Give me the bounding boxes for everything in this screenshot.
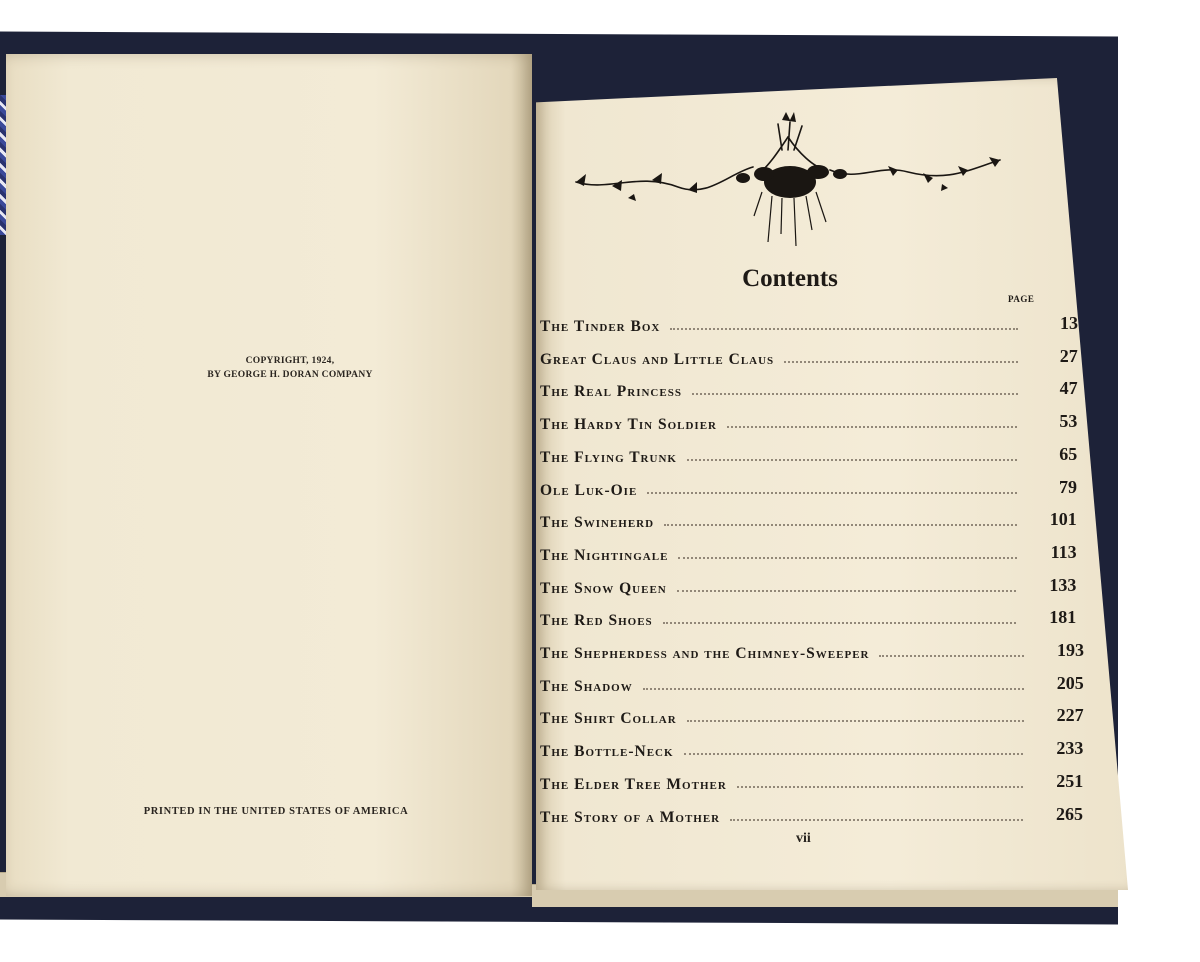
contents-title: Contents xyxy=(742,265,838,292)
toc-entry xyxy=(540,404,1077,434)
leader-dots xyxy=(784,361,1018,363)
leader-dots xyxy=(687,459,1017,461)
leader-dots xyxy=(677,590,1017,592)
toc-entry xyxy=(540,764,1083,794)
page-column-header: PAGE xyxy=(1008,294,1035,304)
toc-entry-page: 79 xyxy=(1059,476,1077,497)
toc-entry xyxy=(540,535,1077,565)
printed-notice: PRINTED IN THE UNITED STATES OF AMERICA xyxy=(143,806,409,817)
left-page xyxy=(6,54,532,896)
toc-entry-page: 227 xyxy=(1056,705,1084,726)
toc-entry-page: 27 xyxy=(1059,345,1078,366)
toc-entry xyxy=(540,502,1077,532)
toc-entry-title: The Flying Trunk xyxy=(540,448,677,466)
toc-entry-title: Ole Luk-Oie xyxy=(540,481,638,499)
toc-entry-title: The Shepherdess and the Chimney-Sweeper xyxy=(540,645,870,662)
toc-entry xyxy=(540,371,1078,401)
leader-dots xyxy=(678,557,1016,559)
toc-entry-page: 101 xyxy=(1049,509,1077,530)
leader-dots xyxy=(670,328,1018,330)
toc-entry-title: The Snow Queen xyxy=(540,579,667,597)
toc-entry xyxy=(540,568,1076,598)
leader-dots xyxy=(664,524,1017,526)
toc-entry-page: 113 xyxy=(1050,541,1077,562)
toc-entry-page: 47 xyxy=(1059,378,1078,399)
toc-entry-page: 133 xyxy=(1049,574,1077,595)
leader-dots xyxy=(647,492,1017,494)
toc-entry-title: The Hardy Tin Soldier xyxy=(540,416,717,434)
leader-dots xyxy=(684,753,1024,755)
toc-entry-page: 265 xyxy=(1056,803,1083,824)
copyright-notice xyxy=(190,354,390,382)
toc-entry-title: The Elder Tree Mother xyxy=(540,775,727,793)
toc-entry xyxy=(540,797,1083,827)
toc-entry xyxy=(540,698,1084,728)
toc-entry-title: The Story of a Mother xyxy=(540,808,721,826)
leader-dots xyxy=(663,622,1017,624)
copyright-line-1: COPYRIGHT, 1924, xyxy=(245,356,335,366)
toc-entry-title: The Bottle-Neck xyxy=(540,743,674,761)
leader-dots xyxy=(730,819,1023,821)
toc-entry-page: 193 xyxy=(1057,640,1084,660)
toc-entry-page: 53 xyxy=(1059,411,1078,432)
toc-entry xyxy=(540,339,1078,369)
leader-dots xyxy=(879,655,1024,657)
leader-dots xyxy=(727,426,1017,428)
copyright-line-2: BY GEORGE H. DORAN COMPANY xyxy=(207,370,373,380)
floral-ornament-icon xyxy=(568,112,1008,252)
toc-entry-page: 233 xyxy=(1056,738,1084,759)
toc-entry xyxy=(540,306,1078,336)
toc-entry-page: 13 xyxy=(1060,313,1078,333)
toc-entry-title: The Shadow xyxy=(540,677,633,695)
toc-entry-title: The Swineherd xyxy=(540,514,655,532)
toc-entry-title: The Real Princess xyxy=(540,383,682,401)
leader-dots xyxy=(692,393,1018,395)
toc-entry-title: Great Claus and Little Claus xyxy=(540,350,775,368)
leader-dots xyxy=(687,720,1024,722)
toc-entry-title: The Red Shoes xyxy=(540,612,653,630)
page-number-folio: vii xyxy=(796,831,811,846)
toc-entry xyxy=(540,731,1083,761)
toc-entry-page: 65 xyxy=(1059,443,1078,464)
toc-entry-title: The Tinder Box xyxy=(540,318,661,335)
toc-entry xyxy=(540,600,1076,630)
toc-entry-title: The Nightingale xyxy=(540,546,669,564)
toc-entry-page: 251 xyxy=(1056,770,1084,791)
toc-entry-title: The Shirt Collar xyxy=(540,710,677,728)
leader-dots xyxy=(737,786,1023,788)
toc-entry xyxy=(540,666,1084,696)
toc-entry xyxy=(540,470,1077,500)
toc-entry xyxy=(540,437,1077,467)
leader-dots xyxy=(643,688,1024,690)
toc-entry-page: 205 xyxy=(1056,672,1084,693)
toc-entry xyxy=(540,633,1084,663)
toc-entry-page: 181 xyxy=(1049,607,1077,628)
